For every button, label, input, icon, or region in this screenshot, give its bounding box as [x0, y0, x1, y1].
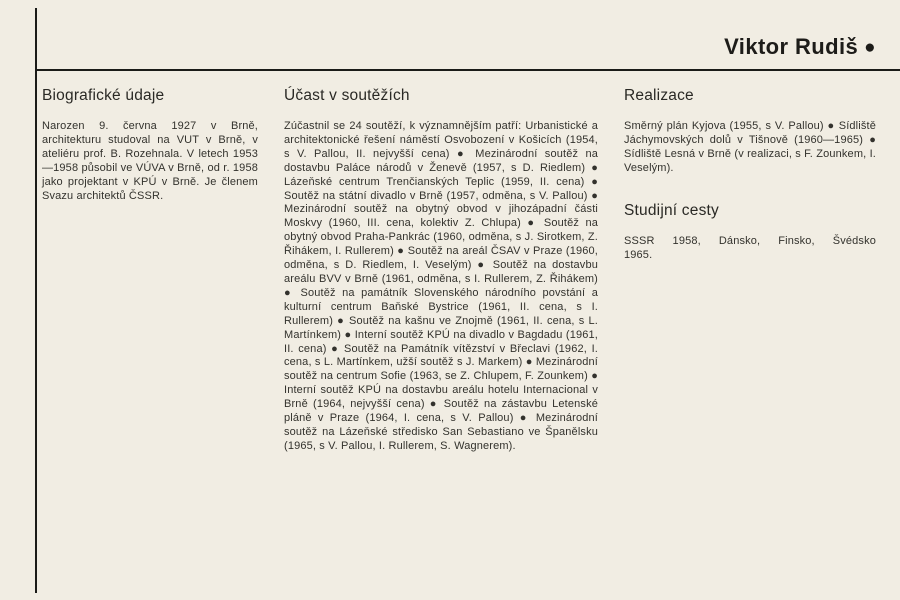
content-columns — [42, 87, 876, 454]
section-biography — [42, 87, 258, 203]
biography-text: Narozen 9. června 1927 v Brně, architekturu studoval na VUT v Brně, v ateliéru prof. B. Rozehnala. V letech 1953—1958 působil ve VÚVA v Brně, od r. 1958 jako projektant v KPÚ v Brně. Je členem Svazu architektů ČSSR. — [42, 120, 258, 202]
section-competitions — [284, 87, 598, 454]
competitions-text: Zúčastnil se 24 soutěží, k významnějším patří: Urbanistické a architektonické řešení náměstí Osvobození v Košicích (1954, s V. Pallou, II. nejvyšší cena) ● Mezinárodní soutěž na dostavbu Paláce národů v Ženevě (1957, s D. Riedlem) ● Lázeňské centrum Trenčianských Teplic (1959, II. cena) ● Soutěž na státní divadlo v Brně (1957, odměna, s V. Pallou) ● Mezinárodní soutěž na obytný obvod v jihozápadní části Moskvy (1960, III. cena, kolektiv Z. Chlupa) ● Soutěž na obytný obvod Praha-Pankrác (1960, odměna, s J. Sirotkem, Z. Řihákem, I. Rullerem) ● Soutěž na areál ČSAV v Praze (1960, odměna, s D. Riedlem, I. Veselým) ● Soutěž na dostavbu areálu BVV v Brně (1961, odměna, s I. Rullerem, Z. Řihákem) ● Soutěž na památník Slovenského národního povstání a kulturní centrum Baňské Bystrice (1961, II. cena, s I. Rullerem) ● Soutěž na kašnu ve Znojmě (1961, II. cena, s L. Martínkem) ● Interní soutěž KPÚ na divadlo v Bagdadu (1961, II. cena) ● Soutěž na Památník vítězství v Břeclavi (1962, I. cena, s L. Martínkem, užší soutěž s J. Markem) ● Mezinárodní soutěž na centrum Sofie (1963, se Z. Chlupem, F. Zounkem) ● Interní soutěž KPÚ na dostavbu areálu hotelu Internacional v Brně (1964, nejvyšší cena) ● Soutěž na zástavbu Letenské pláně v Praze (1964, I. cena, s V. Pallou) ● Mezinárodní soutěž na Lázeňské středisko San Sebastiano ve Španělsku (1965, s V. Pallou, I. Rullerem, S. Wagnerem). — [284, 120, 598, 452]
study-trips-text: SSSR 1958, Dánsko, Finsko, Švédsko 1965. — [624, 234, 876, 261]
title-bullet-icon: ● — [864, 37, 876, 58]
biography-heading: Biografické údaje — [42, 87, 165, 104]
study-trips-heading: Studijní cesty — [624, 201, 719, 219]
header-rule-line — [35, 69, 900, 71]
page-title — [724, 34, 876, 60]
left-border-line — [35, 8, 37, 593]
realizace-text: Směrný plán Kyjova (1955, s V. Pallou) ● Sídliště Jáchymovských dolů v Tišnově (1960—1965) ● Sídliště Lesná v Brně (v realizaci, s F. Zounkem, I. Veselým). — [624, 120, 876, 174]
realizace-heading: Realizace — [624, 87, 694, 104]
section-right-column — [624, 87, 876, 262]
competitions-heading: Účast v soutěžích — [284, 87, 410, 104]
page-title-text: Viktor Rudiš — [724, 34, 859, 59]
